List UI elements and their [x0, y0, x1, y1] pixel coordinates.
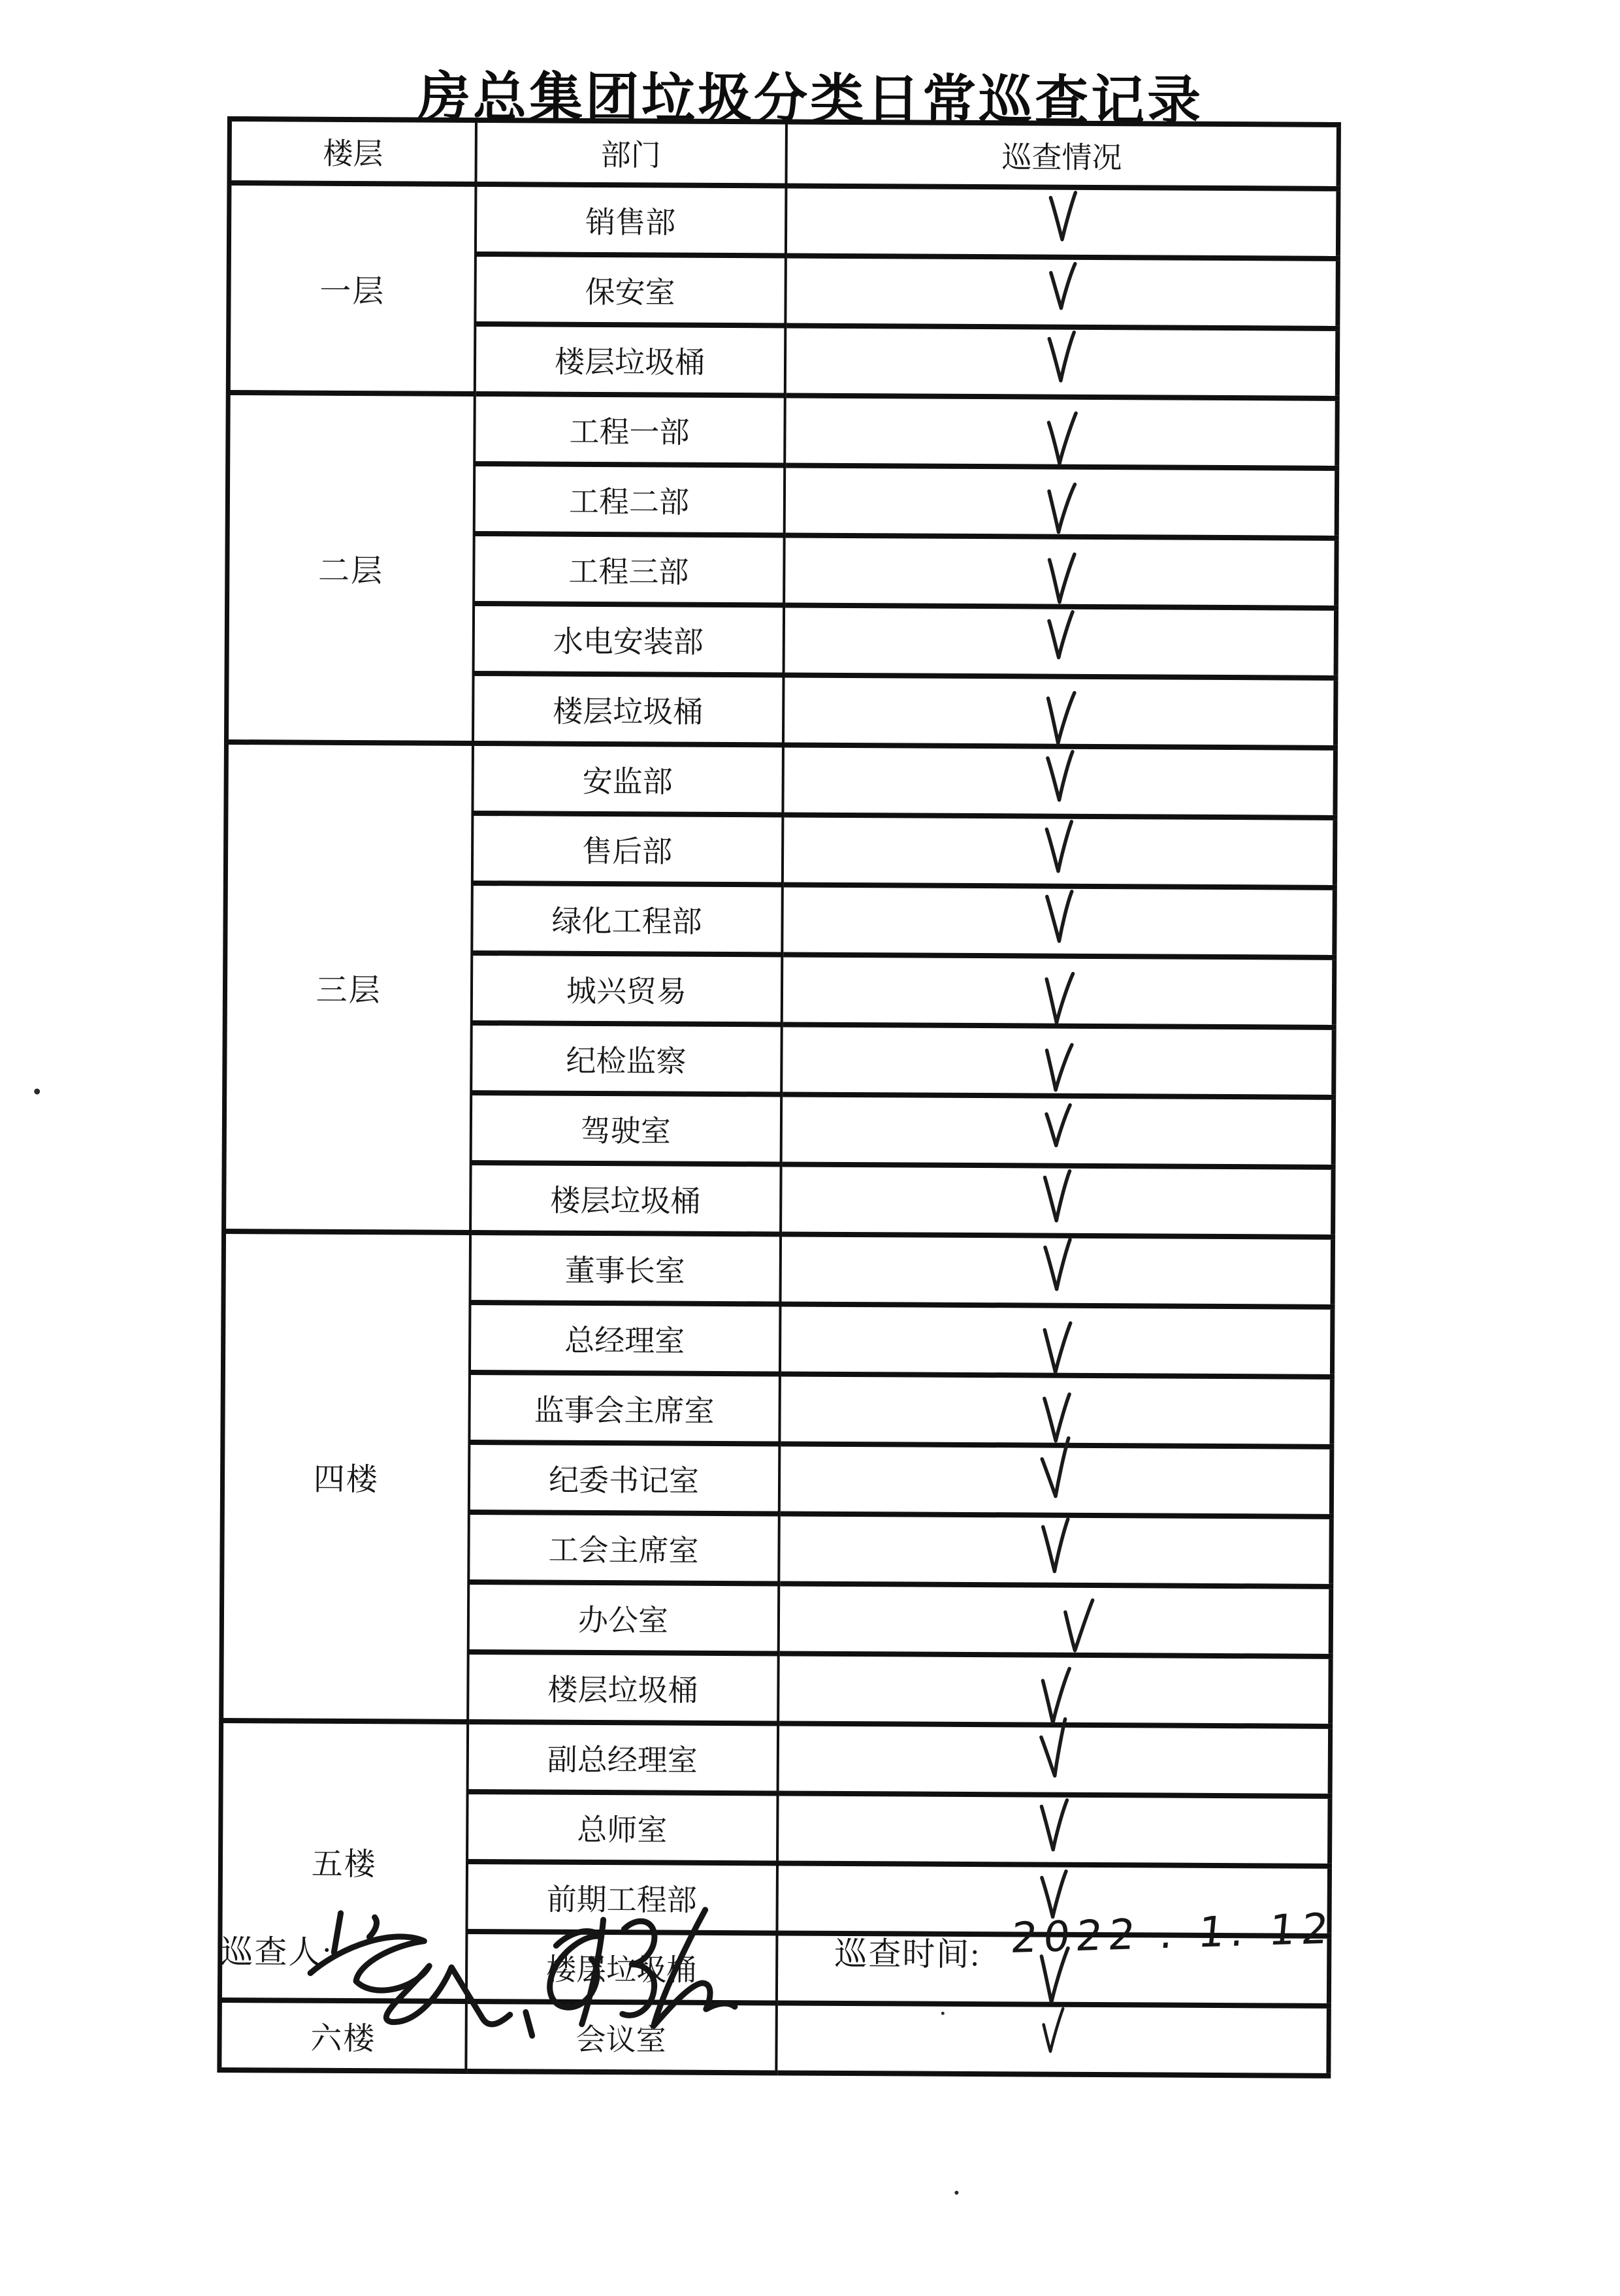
status-cell: [779, 1444, 1332, 1516]
department-cell: 监事会主席室: [469, 1372, 780, 1444]
status-cell: [784, 535, 1337, 607]
checkmark-icon: [1043, 411, 1077, 470]
department-cell: 销售部: [475, 184, 786, 255]
department-cell: 安监部: [472, 743, 783, 815]
header-floor: 楼层: [229, 119, 476, 184]
checkmark-icon: [1039, 2009, 1065, 2056]
checkmark-icon: [1040, 1238, 1071, 1296]
department-cell: 总经理室: [469, 1302, 780, 1374]
department-cell: 办公室: [468, 1582, 779, 1653]
checkmark-icon: [1041, 1169, 1072, 1226]
status-cell: [780, 1234, 1333, 1306]
checkmark-icon: [1039, 1319, 1072, 1378]
checkmark-icon: [1060, 1599, 1094, 1658]
checkmark-icon: [1043, 551, 1076, 609]
checkmark-icon: [1042, 690, 1075, 749]
department-cell: 工程二部: [474, 464, 785, 535]
inspection-time-label: 巡查时间:: [834, 1935, 981, 1973]
floor-cell: 二层: [226, 393, 474, 743]
status-cell: [785, 255, 1338, 328]
status-cell: [781, 1164, 1334, 1237]
table-row: [228, 393, 1338, 468]
department-cell: 售后部: [472, 813, 783, 884]
checkmark-icon: [1038, 1442, 1072, 1501]
status-cell: [777, 1793, 1331, 1866]
status-cell: [783, 605, 1336, 677]
floor-cell: 四楼: [221, 1231, 470, 1722]
status-cell: [776, 2003, 1329, 2075]
department-cell: 保安室: [475, 254, 786, 325]
department-cell: 工程一部: [474, 394, 785, 465]
checkmark-icon: [1039, 1518, 1070, 1576]
checkmark-icon: [1042, 889, 1073, 946]
table-row: [223, 1231, 1333, 1307]
department-cell: 楼层垃圾桶: [474, 324, 785, 395]
department-cell: 楼层垃圾桶: [468, 1652, 779, 1723]
department-cell: 水电安装部: [473, 604, 784, 675]
inspection-time-value: 2022 . 1. 12: [1009, 1905, 1336, 1964]
department-cell: 驾驶室: [470, 1093, 781, 1164]
checkmark-icon: [1037, 1722, 1071, 1781]
checkmark-icon: [1040, 1040, 1073, 1099]
status-cell: [785, 395, 1338, 468]
scan-speck: [941, 2012, 945, 2015]
department-cell: 纪委书记室: [468, 1442, 779, 1513]
department-cell: 楼层垃圾桶: [472, 673, 783, 745]
checkmark-icon: [1041, 970, 1074, 1029]
department-cell: 总师室: [467, 1792, 778, 1863]
status-cell: [779, 1513, 1332, 1586]
department-cell: 副总经理室: [467, 1722, 778, 1793]
status-cell: [781, 954, 1335, 1027]
status-cell: [782, 884, 1335, 957]
status-cell: [784, 465, 1337, 538]
floor-cell: 三层: [224, 742, 473, 1233]
floor-cell: 一层: [228, 183, 476, 394]
header-row: [229, 119, 1338, 189]
department-cell: 楼层垃圾桶: [466, 1932, 777, 2003]
department-cell: 城兴贸易: [471, 953, 782, 1024]
table-row: [229, 183, 1338, 259]
status-cell: [779, 1374, 1333, 1446]
department-cell: 董事长室: [470, 1233, 781, 1304]
checkmark-icon: [1041, 1099, 1072, 1156]
status-cell: [785, 186, 1338, 258]
checkmark-icon: [1043, 749, 1074, 807]
checkmark-icon: [1043, 819, 1074, 877]
status-cell: [777, 1723, 1331, 1796]
scan-speck: [954, 2191, 958, 2195]
page-title: 房总集团垃圾分类日常巡查记录: [416, 67, 1204, 131]
department-cell: 纪检监察: [471, 1023, 782, 1094]
department-cell: 工程三部: [474, 534, 785, 605]
header-status: 巡查情况: [786, 121, 1339, 188]
checkmark-icon: [1046, 190, 1077, 248]
department-cell: 楼层垃圾桶: [470, 1163, 781, 1234]
status-cell: [778, 1653, 1331, 1726]
checkmark-icon: [1043, 609, 1075, 667]
status-cell: [781, 1024, 1335, 1097]
status-cell: [783, 745, 1336, 817]
status-cell: [779, 1304, 1333, 1376]
header-department: 部门: [476, 120, 786, 186]
floor-cell: 五楼: [219, 1721, 467, 2001]
checkmark-icon: [1043, 481, 1077, 540]
status-cell: [785, 325, 1338, 398]
department-cell: 会议室: [466, 2001, 777, 2073]
checkmark-icon: [1037, 1798, 1069, 1855]
department-cell: 绿化工程部: [472, 883, 783, 954]
department-cell: 工会主席室: [468, 1512, 779, 1583]
inspector-signature: [295, 1890, 740, 2075]
checkmark-icon: [1045, 260, 1077, 317]
status-cell: [782, 815, 1335, 887]
status-cell: [783, 675, 1336, 747]
floor-cell: 六楼: [219, 2000, 466, 2071]
department-cell: 前期工程部: [466, 1862, 777, 1933]
inspection-table: [217, 116, 1341, 2078]
scan-speck: [34, 1088, 40, 1094]
status-cell: [781, 1094, 1334, 1167]
table-row: [226, 742, 1336, 818]
checkmark-icon: [1045, 330, 1077, 387]
status-cell: [778, 1583, 1331, 1656]
table-row: [221, 1721, 1331, 1796]
inspector-label: 巡查人:: [220, 1933, 333, 1971]
